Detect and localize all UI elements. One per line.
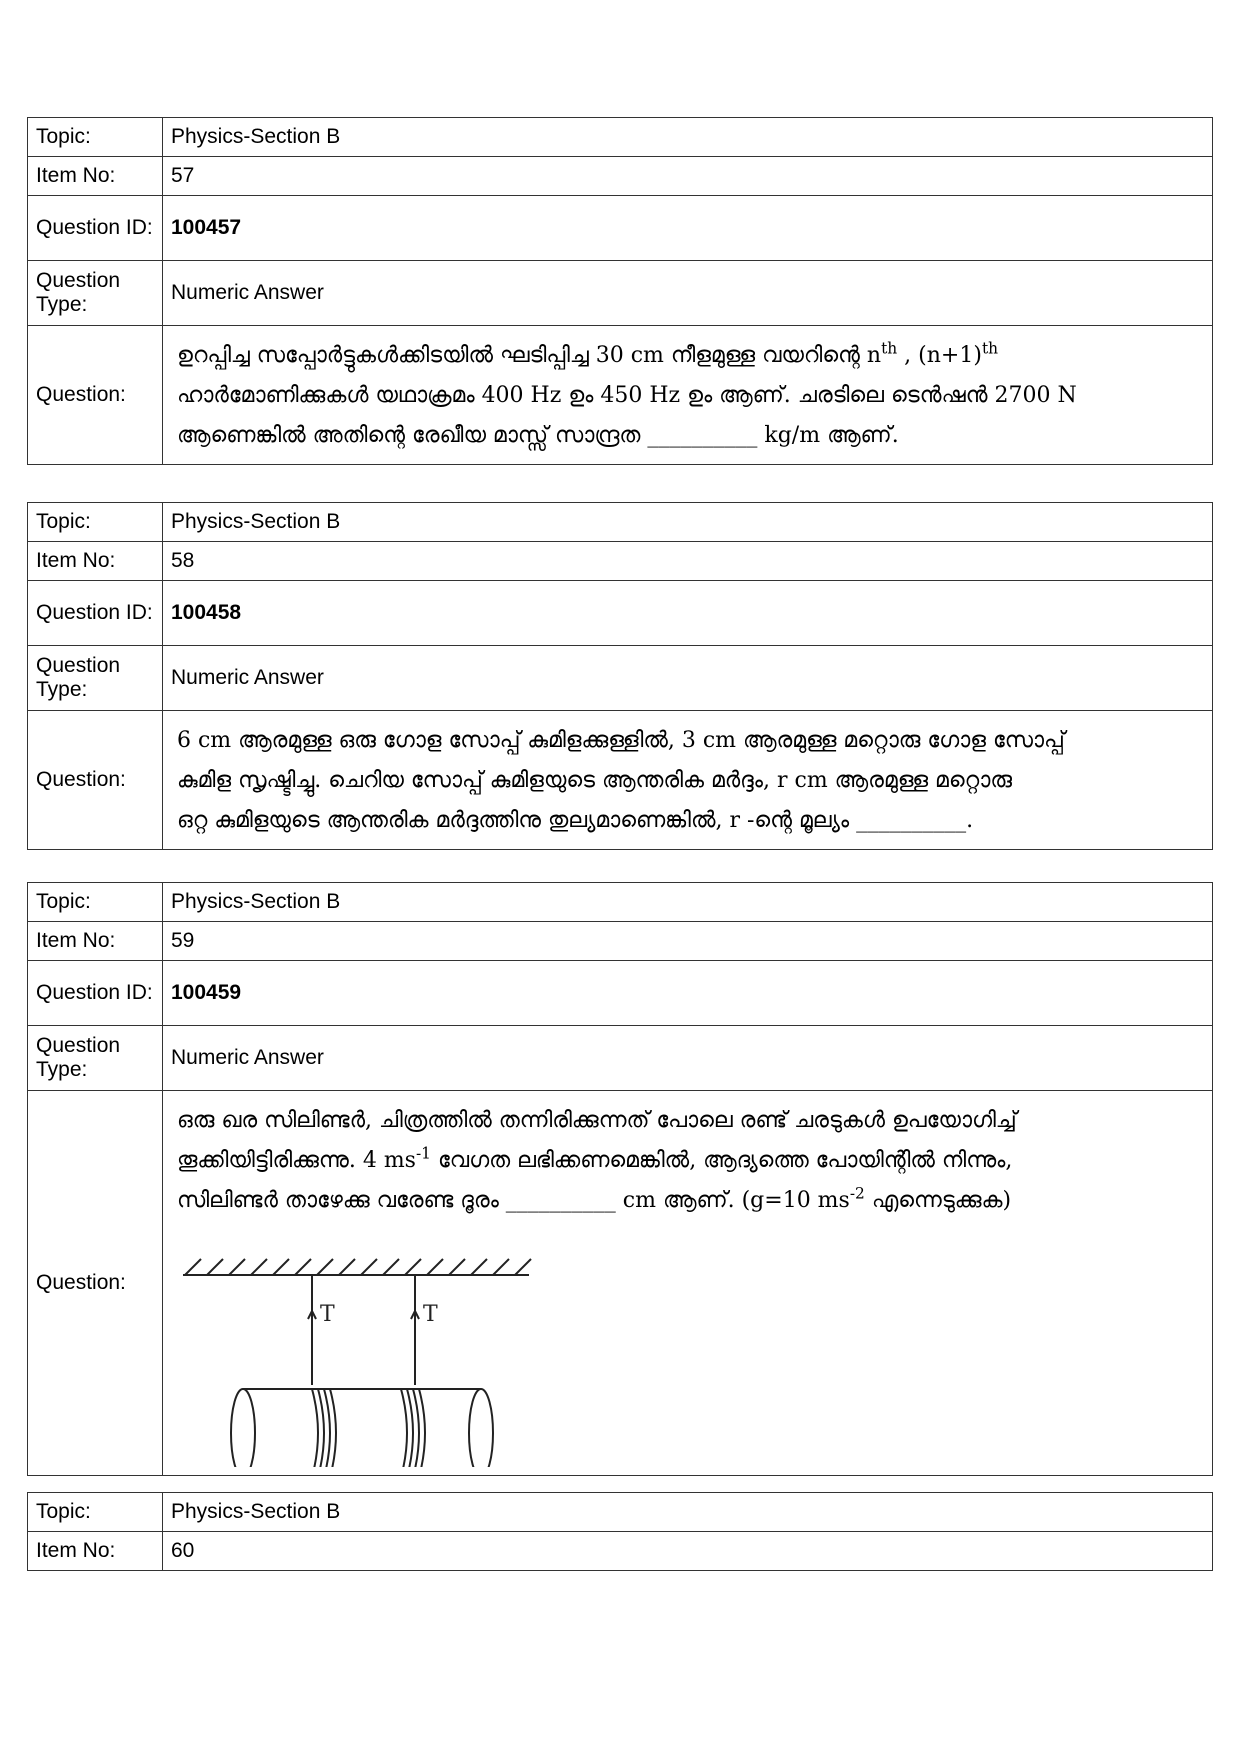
- question-type-value: Numeric Answer: [163, 646, 1213, 711]
- question-line: ഹാർമോണിക്കുകൾ യഥാക്രമം 400 Hz ഉം 450 Hz ഉം ആണ്. ചരടിലെ ടെൻഷൻ 2700 N: [177, 383, 1077, 408]
- topic-value: Physics-Section B: [163, 503, 1213, 542]
- question-line: ഉറപ്പിച്ച സപ്പോർട്ടുകൾക്കിടയിൽ ഘടിപ്പിച്ച 30 cm നീളമുള്ള വയറിന്റെ $n^{th}$ , $(n+1)^{th}$: [177, 339, 999, 368]
- topic-value: Physics-Section B: [163, 1493, 1213, 1532]
- question-line: സിലിണ്ടർ താഴേക്കു വരേണ്ട ദൂരം __________ cm ആണ്. (g=10 $ms^{-2}$ എന്നെടുക്കുക): [177, 1184, 1012, 1213]
- left-string-wrap: [312, 1389, 336, 1467]
- tension-label-left: T: [320, 1302, 335, 1327]
- question-type-value: Numeric Answer: [163, 261, 1213, 326]
- question-line: ഒറ്റ കുമിളയുടെ ആന്തരിക മർദ്ദത്തിനു തുല്യമാണെങ്കിൽ, r -ന്റെ മൂല്യം __________.: [177, 808, 974, 833]
- question-type-label: Question Type:: [28, 1026, 163, 1091]
- topic-label: Topic:: [28, 1493, 163, 1532]
- question-label: Question:: [28, 326, 163, 465]
- topic-value: Physics-Section B: [163, 118, 1213, 157]
- question-text: [163, 1091, 1213, 1476]
- question-type-label: Question Type:: [28, 646, 163, 711]
- topic-label: Topic:: [28, 883, 163, 922]
- question-table: [27, 117, 1213, 465]
- right-string-wrap: [401, 1389, 425, 1467]
- question-text: [163, 326, 1213, 465]
- question-id-value: 100458: [163, 581, 1213, 646]
- topic-label: Topic:: [28, 503, 163, 542]
- question-line: കുമിള സൃഷ്ടിച്ചു. ചെറിയ സോപ്പ് കുമിളയുടെ ആന്തരിക മർദ്ദം, r cm ആരമുള്ള മറ്റൊരു: [177, 768, 1012, 793]
- question-block-59: [27, 882, 1213, 1476]
- ceiling-hatching: [185, 1259, 531, 1275]
- question-block-60: [27, 1492, 1213, 1571]
- question-type-value: Numeric Answer: [163, 1026, 1213, 1091]
- cylinder-left-face: [231, 1389, 255, 1467]
- hanging-cylinder-diagram: [177, 1235, 537, 1467]
- item-no-value: 57: [163, 157, 1213, 196]
- item-no-value: 59: [163, 922, 1213, 961]
- question-table: [27, 882, 1213, 1476]
- question-line: ഒരു ഖര സിലിണ്ടർ, ചിത്രത്തിൽ തന്നിരിക്കുന്നത് പോലെ രണ്ട് ചരടുകൾ ഉപയോഗിച്ച്: [177, 1108, 1017, 1133]
- cylinder-figure: [177, 1235, 1198, 1467]
- topic-value: Physics-Section B: [163, 883, 1213, 922]
- question-block-58: [27, 502, 1213, 850]
- question-text: [163, 711, 1213, 850]
- cylinder-right-face: [469, 1389, 493, 1467]
- question-id-label: Question ID:: [28, 196, 163, 261]
- question-table: [27, 1492, 1213, 1571]
- question-block-57: [27, 117, 1213, 465]
- question-id-label: Question ID:: [28, 961, 163, 1026]
- question-table: [27, 502, 1213, 850]
- question-type-label: Question Type:: [28, 261, 163, 326]
- question-id-value: 100459: [163, 961, 1213, 1026]
- question-id-value: 100457: [163, 196, 1213, 261]
- question-line: ആണെങ്കിൽ അതിന്റെ രേഖീയ മാസ്സ് സാന്ദ്രത __________ kg/m ആണ്.: [177, 423, 899, 448]
- item-no-value: 60: [163, 1532, 1213, 1571]
- question-line: തൂക്കിയിട്ടിരിക്കുന്നു. 4 $ms^{-1}$ വേഗത ലഭിക്കണമെങ്കിൽ, ആദ്യത്തെ പോയിന്റിൽ നിന്നും,: [177, 1144, 1013, 1173]
- question-id-label: Question ID:: [28, 581, 163, 646]
- tension-label-right: T: [423, 1302, 438, 1327]
- question-line: 6 cm ആരമുള്ള ഒരു ഗോള സോപ്പ് കുമിളക്കുള്ളിൽ, 3 cm ആരമുള്ള മറ്റൊരു ഗോള സോപ്പ്: [177, 728, 1065, 753]
- item-no-label: Item No:: [28, 542, 163, 581]
- item-no-label: Item No:: [28, 157, 163, 196]
- item-no-label: Item No:: [28, 922, 163, 961]
- question-label: Question:: [28, 1091, 163, 1476]
- topic-label: Topic:: [28, 118, 163, 157]
- question-label: Question:: [28, 711, 163, 850]
- item-no-label: Item No:: [28, 1532, 163, 1571]
- item-no-value: 58: [163, 542, 1213, 581]
